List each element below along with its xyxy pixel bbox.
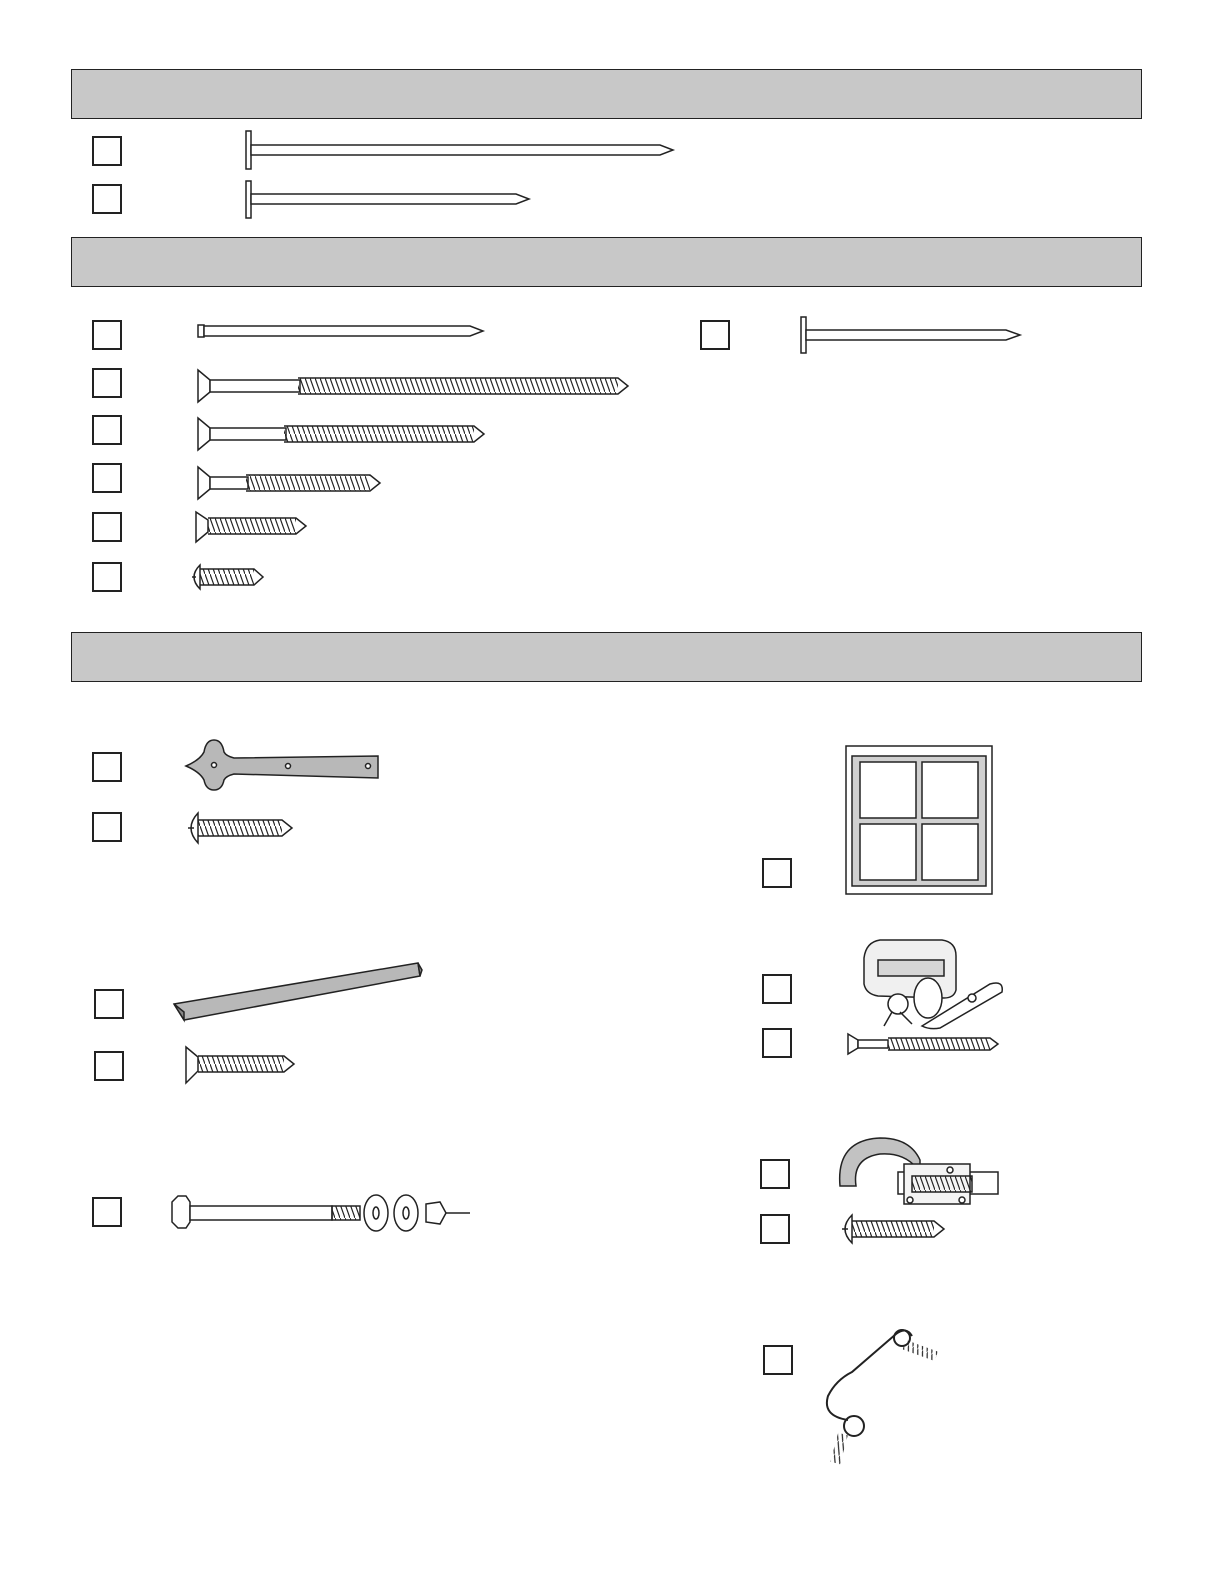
barrel-bolt-screw-illustration	[842, 1215, 944, 1243]
hinge-screw-illustration	[188, 813, 292, 843]
hook-and-eye-illustration	[827, 1330, 938, 1464]
angle-bracket-illustration	[174, 963, 422, 1020]
lock-screw-illustration	[848, 1034, 998, 1054]
carriage-bolt-illustration	[172, 1195, 470, 1231]
screw-long-illustration	[198, 418, 484, 450]
pan-head-screw-illustration	[192, 565, 263, 589]
door-lock-handle-illustration	[864, 940, 1002, 1029]
finish-nail-illustration	[198, 325, 483, 337]
strap-hinge-illustration	[186, 740, 378, 790]
flat-head-screw-illustration	[186, 1047, 294, 1083]
nail-medium-illustration	[246, 181, 529, 218]
screw-short-illustration	[196, 512, 306, 542]
screw-medium-illustration	[198, 467, 380, 499]
nail-long-illustration	[246, 131, 673, 169]
barrel-bolt-illustration	[840, 1138, 998, 1204]
screw-xlong-illustration	[198, 370, 628, 402]
window-frame-illustration	[846, 746, 992, 894]
nail-right-illustration	[801, 317, 1020, 353]
